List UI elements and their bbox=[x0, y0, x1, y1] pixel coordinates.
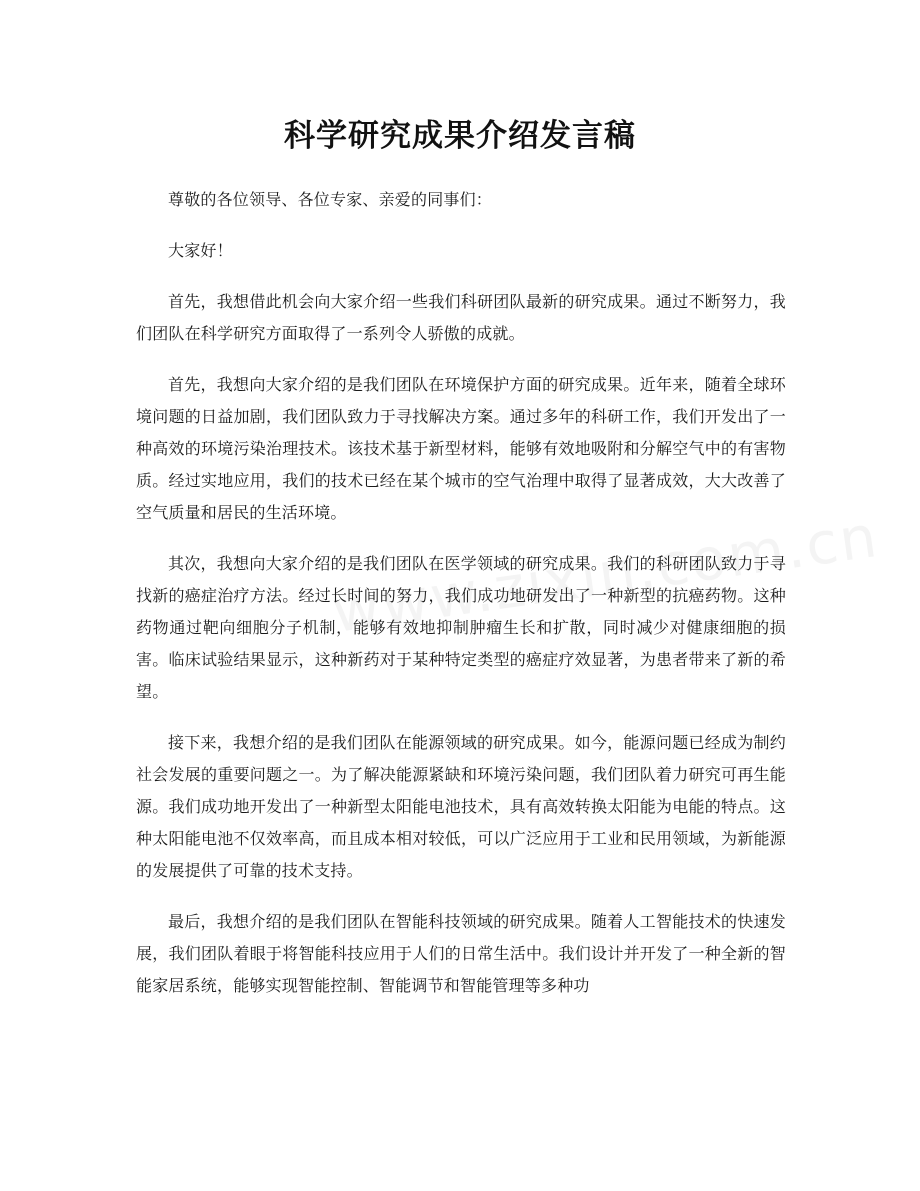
paragraph-intro: 首先，我想借此机会向大家介绍一些我们科研团队最新的研究成果。通过不断努力，我们团队在科学研究方面取得了一系列令人骄傲的成就。 bbox=[136, 292, 786, 343]
paragraph-smart-tech: 最后，我想介绍的是我们团队在智能科技领域的研究成果。随着人工智能技术的快速发展，我们团队着眼于将智能科技应用于人们的日常生活中。我们设计并开发了一种全新的智能家居系统，能够实现智能控制、智能调节和智能管理等多种功 bbox=[136, 912, 786, 995]
paragraph-salutation: 尊敬的各位领导、各位专家、亲爱的同事们： bbox=[168, 190, 493, 209]
document-title: 科学研究成果介绍发言稿 bbox=[284, 118, 636, 154]
paragraph-medicine: 其次，我想向大家介绍的是我们团队在医学领域的研究成果。我们的科研团队致力于寻找新的癌症治疗方法。经过长时间的努力，我们成功地研发出了一种新型的抗癌药物。这种药物通过靶向细胞分子机制，能够有效地抑制肿瘤生长和扩散，同时减少对健康细胞的损害。临床试验结果显示，这种新药对于某种特定类型的癌症疗效显著，为患者带来了新的希望。 bbox=[136, 554, 786, 701]
paragraph-greeting: 大家好！ bbox=[168, 241, 233, 260]
paragraph-energy: 接下来，我想介绍的是我们团队在能源领域的研究成果。如今，能源问题已经成为制约社会发展的重要问题之一。为了解决能源紧缺和环境污染问题，我们团队着力研究可再生能源。我们成功地开发出了一种新型太阳能电池技术，具有高效转换太阳能为电能的特点。这种太阳能电池不仅效率高，而且成本相对较低，可以广泛应用于工业和民用领域，为新能源的发展提供了可靠的技术支持。 bbox=[136, 733, 786, 880]
paragraph-environment: 首先，我想向大家介绍的是我们团队在环境保护方面的研究成果。近年来，随着全球环境问题的日益加剧，我们团队致力于寻找解决方案。通过多年的科研工作，我们开发出了一种高效的环境污染治理技术。该技术基于新型材料，能够有效地吸附和分解空气中的有害物质。经过实地应用，我们的技术已经在某个城市的空气治理中取得了显著成效，大大改善了空气质量和居民的生活环境。 bbox=[136, 375, 786, 522]
document-body bbox=[136, 184, 786, 1021]
